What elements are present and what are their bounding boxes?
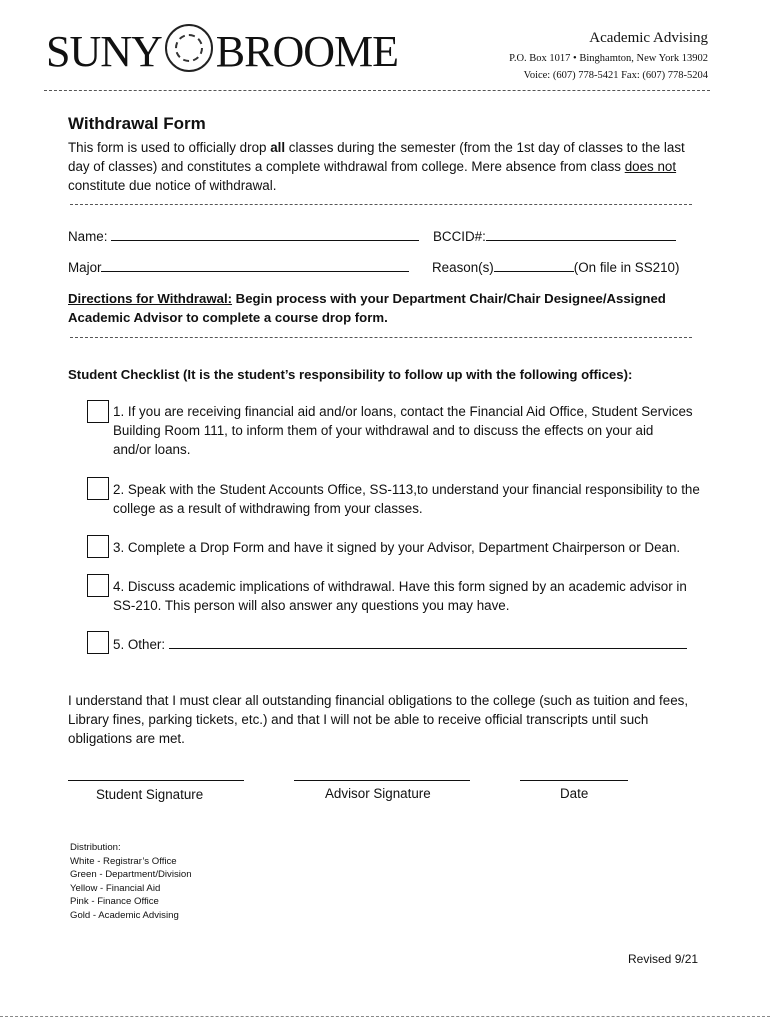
distribution-heading: Distribution:	[70, 842, 121, 853]
distribution-item: Yellow - Financial Aid	[70, 882, 161, 894]
checklist-checkbox-5[interactable]	[87, 631, 109, 654]
major-field[interactable]	[68, 259, 409, 275]
section-divider-1	[70, 204, 692, 205]
logo-text-suny: SUNY	[46, 27, 162, 76]
checklist-item-2: 2. Speak with the Student Accounts Office, SS-113,to understand your financial responsibility to the college as a result of withdrawing from your classes.	[113, 482, 700, 516]
major-label: Major	[68, 260, 102, 275]
checklist-item-5	[113, 635, 703, 654]
checklist-checkbox-3[interactable]	[87, 535, 109, 558]
intro-paragraph	[68, 138, 700, 195]
name-label: Name:	[68, 229, 108, 244]
intro-text-3: constitute due notice of withdrawal.	[68, 178, 277, 193]
other-blank[interactable]	[169, 636, 687, 649]
suny-broome-logo	[46, 24, 398, 77]
bccid-blank[interactable]	[486, 228, 676, 241]
advisor-signature-line[interactable]	[294, 780, 470, 781]
other-label: 5. Other:	[113, 637, 166, 652]
distribution-item: Gold - Academic Advising	[70, 909, 179, 921]
acknowledgement-paragraph: I understand that I must clear all outstanding financial obligations to the college (such as tuition and fees, Library fines, parking tickets, etc.) and that I will not be able to receive official transcripts until such obligations are met.	[68, 693, 689, 746]
checklist-checkbox-4[interactable]	[87, 574, 109, 597]
date-label: Date	[560, 786, 589, 801]
intro-text-1: This form is used to officially drop	[68, 140, 271, 155]
phone-line: Voice: (607) 778-5421 Fax: (607) 778-5204	[523, 70, 708, 81]
student-signature-label: Student Signature	[96, 787, 204, 802]
distribution-list	[70, 841, 192, 923]
directions-text: Begin process with your Department Chair/Chair Designee/Assigned Academic Advisor to complete a course drop form.	[68, 291, 666, 325]
department-name: Academic Advising	[589, 30, 708, 46]
checklist-item-3: 3. Complete a Drop Form and have it signed by your Advisor, Department Chairperson or Dean.	[113, 540, 681, 555]
distribution-item: White - Registrar’s Office	[70, 855, 177, 867]
reason-suffix: (On file in SS210)	[573, 260, 680, 275]
distribution-item: Pink - Finance Office	[70, 896, 159, 908]
student-signature-line[interactable]	[68, 780, 244, 781]
reason-field[interactable]	[432, 259, 679, 275]
reason-label: Reason(s)	[432, 260, 494, 275]
date-line[interactable]	[520, 780, 628, 781]
address-line: P.O. Box 1017 • Binghamton, New York 13902	[509, 53, 708, 64]
name-blank[interactable]	[111, 228, 419, 241]
bccid-field[interactable]	[433, 228, 676, 244]
checklist-item-1: 1. If you are receiving financial aid and/or loans, contact the Financial Aid Office, Student Services Building Room 111, to inform them of your withdrawal and to discuss the effects on your aid and/or loans.	[113, 404, 693, 457]
checklist-heading: Student Checklist (It is the student’s responsibility to follow up with the following offices):	[68, 367, 633, 382]
revision-date: Revised 9/21	[628, 952, 699, 966]
name-field[interactable]	[68, 228, 419, 244]
reason-blank[interactable]	[494, 259, 574, 272]
distribution-item: Green - Department/Division	[70, 869, 192, 881]
checklist-checkbox-1[interactable]	[87, 400, 109, 423]
checklist-checkbox-2[interactable]	[87, 477, 109, 500]
form-title: Withdrawal Form	[68, 114, 206, 133]
footer-divider	[0, 1016, 770, 1017]
bccid-label: BCCID#:	[433, 229, 486, 244]
advisor-signature-label: Advisor Signature	[325, 786, 431, 801]
logo-text-broome: BROOME	[215, 27, 399, 76]
intro-bold-all: all	[270, 140, 286, 155]
directions-label: Directions for Withdrawal:	[68, 291, 233, 306]
intro-underlined-does-not: does not	[624, 159, 677, 174]
intro-text-2: classes during the semester (from the 1st day of classes to the last day of classes) and constitutes a complete withdrawal from college. Mere absence from class	[68, 140, 685, 174]
college-seal-icon	[165, 24, 213, 72]
directions	[68, 289, 708, 327]
major-blank[interactable]	[101, 259, 409, 272]
header-divider	[44, 90, 710, 91]
section-divider-2	[70, 337, 692, 338]
checklist-item-4: 4. Discuss academic implications of withdrawal. Have this form signed by an academic advisor in SS-210. This person will also answer any questions you may have.	[113, 579, 687, 613]
